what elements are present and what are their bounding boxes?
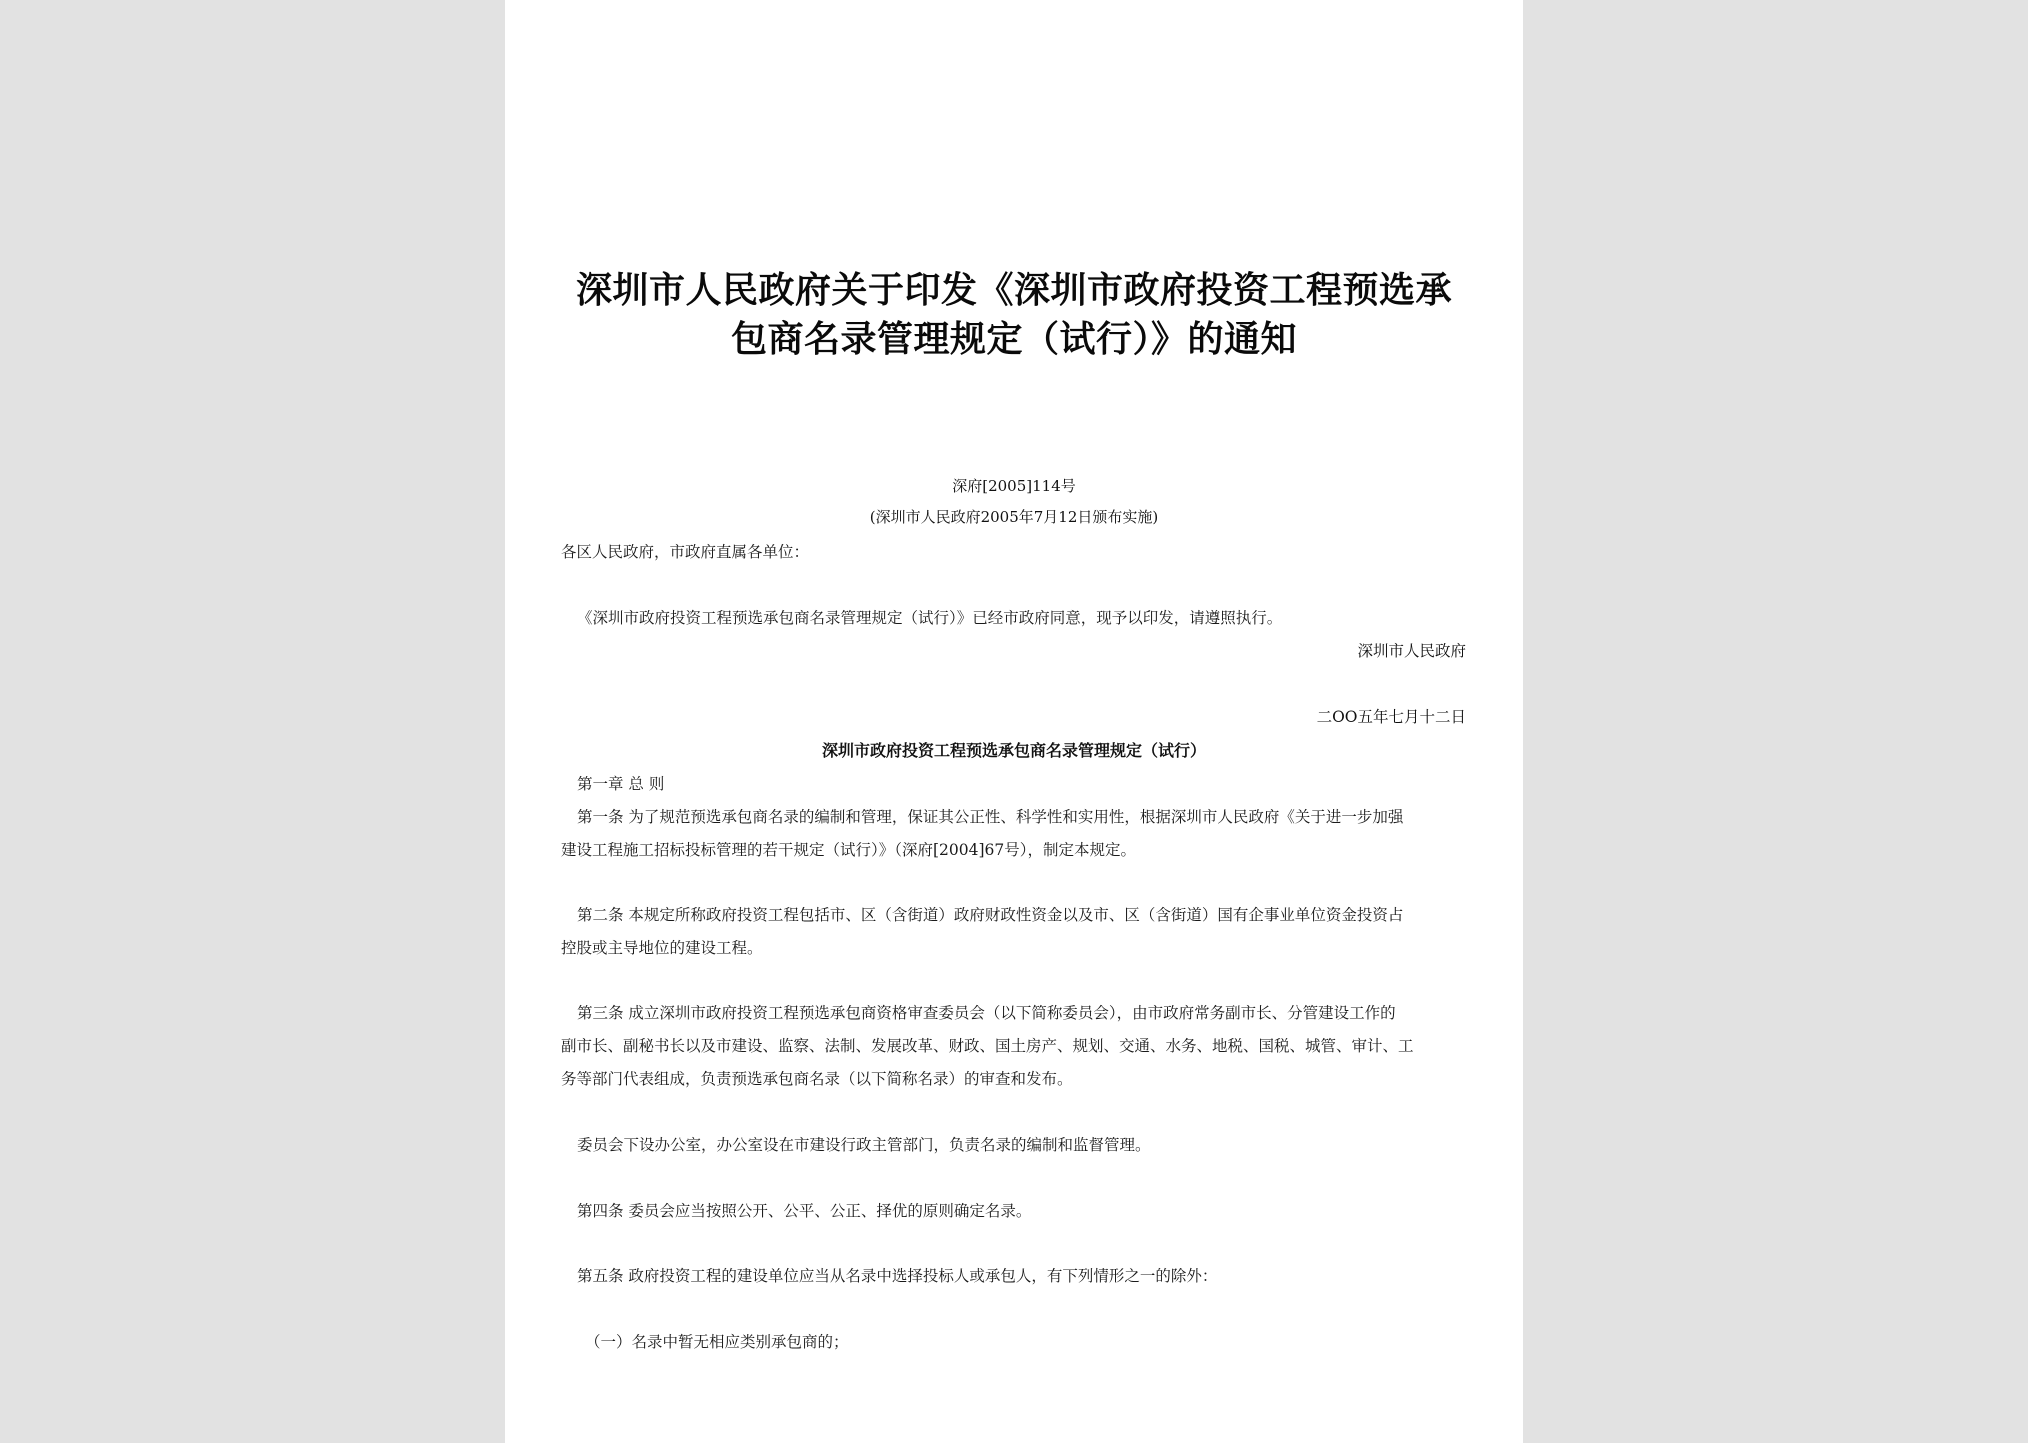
article-5-item-1: （一）名录中暂无相应类别承包商的； xyxy=(585,1333,849,1351)
article-4: 第四条 委员会应当按照公开、公平、公正、择优的原则确定名录。 xyxy=(577,1202,1032,1220)
document-number: 深府[2005]114号 xyxy=(952,477,1076,495)
issue-note: (深圳市人民政府2005年7月12日颁布实施) xyxy=(869,508,1159,526)
document-title-line-1: 深圳市人民政府关于印发《深圳市政府投资工程预选承 xyxy=(575,269,1452,311)
document-title-line-2: 包商名录管理规定（试行）》的通知 xyxy=(730,318,1297,360)
notice-body: 《深圳市政府投资工程预选承包商名录管理规定（试行）》已经市政府同意，现予以印发，请遵照执行。 xyxy=(577,609,1283,627)
issue-date: 二OO五年七月十二日 xyxy=(1316,708,1466,726)
article-5: 第五条 政府投资工程的建设单位应当从名录中选择投标人或承包人，有下列情形之一的除外： xyxy=(577,1267,1218,1285)
article-1-line-2: 建设工程施工招标投标管理的若干规定（试行）》（深府[2004]67号），制定本规定。 xyxy=(561,841,1137,859)
article-2-line-2: 控股或主导地位的建设工程。 xyxy=(561,939,763,957)
article-3-line-1: 第三条 成立深圳市政府投资工程预选承包商资格审查委员会（以下简称委员会），由市政府常务副市长、分管建设工作的 xyxy=(577,1004,1396,1022)
office-paragraph: 委员会下设办公室，办公室设在市建设行政主管部门，负责名录的编制和监督管理。 xyxy=(577,1136,1151,1154)
article-1-line-1: 第一条 为了规范预选承包商名录的编制和管理，保证其公正性、科学性和实用性，根据深圳市人民政府《关于进一步加强 xyxy=(577,808,1404,826)
article-3-line-3: 务等部门代表组成，负责预选承包商名录（以下简称名录）的审查和发布。 xyxy=(561,1070,1073,1088)
document-page xyxy=(505,0,1523,1443)
article-2-line-1: 第二条 本规定所称政府投资工程包括市、区（含街道）政府财政性资金以及市、区（含街道）国有企事业单位资金投资占 xyxy=(577,906,1404,924)
regulation-title: 深圳市政府投资工程预选承包商名录管理规定（试行） xyxy=(821,741,1206,760)
addressee: 各区人民政府，市政府直属各单位： xyxy=(561,543,810,561)
chapter-heading: 第一章 总 则 xyxy=(577,775,665,793)
issuer-signature: 深圳市人民政府 xyxy=(1357,642,1466,660)
article-3-line-2: 副市长、副秘书长以及市建设、监察、法制、发展改革、财政、国土房产、规划、交通、水务、地税、国税、城管、审计、工 xyxy=(561,1037,1414,1055)
